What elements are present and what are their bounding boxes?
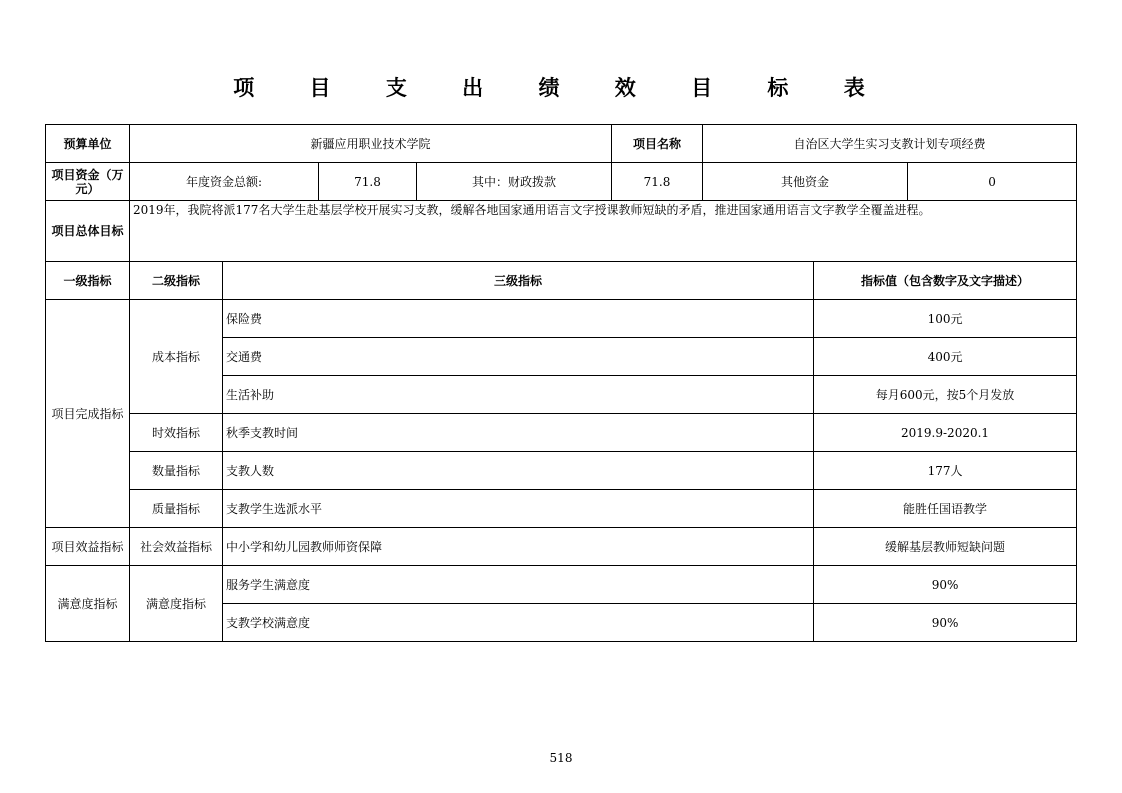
header-level2: 二级指标 (130, 262, 223, 300)
level2-cell: 社会效益指标 (130, 528, 223, 566)
level3-cell: 保险费 (223, 300, 814, 338)
level3-cell: 秋季支教时间 (223, 414, 814, 452)
goal-text: 2019年，我院将派177名大学生赴基层学校开展实习支教，缓解各地国家通用语言文字授课教师短缺的矛盾，推进国家通用语言文字教学全覆盖进程。 (130, 201, 1077, 262)
value-cell: 每月600元，按5个月发放 (814, 376, 1077, 414)
column-header-row (46, 262, 1077, 300)
level2-cell: 时效指标 (130, 414, 223, 452)
header-level1: 一级指标 (46, 262, 130, 300)
goal-label: 项目总体目标 (46, 201, 130, 262)
value-cell: 缓解基层教师短缺问题 (814, 528, 1077, 566)
group-completion: 项目完成指标 (46, 300, 130, 528)
value-cell: 90% (814, 604, 1077, 642)
funds-row (46, 163, 1077, 201)
table-row (46, 490, 1077, 528)
funds-fiscal-label: 其中：财政拨款 (417, 163, 612, 201)
budget-unit-row (46, 125, 1077, 163)
value-cell: 能胜任国语教学 (814, 490, 1077, 528)
level3-cell: 支教学校满意度 (223, 604, 814, 642)
funds-total-value: 71.8 (319, 163, 417, 201)
header-value: 指标值（包含数字及文字描述） (814, 262, 1077, 300)
header-level3: 三级指标 (223, 262, 814, 300)
table-row (46, 566, 1077, 604)
level2-cell: 成本指标 (130, 300, 223, 414)
table-row (46, 414, 1077, 452)
level3-cell: 中小学和幼儿园教师师资保障 (223, 528, 814, 566)
project-name-value: 自治区大学生实习支教计划专项经费 (703, 125, 1077, 163)
group-satisfaction: 满意度指标 (46, 566, 130, 642)
level2-cell: 质量指标 (130, 490, 223, 528)
project-name-label: 项目名称 (612, 125, 703, 163)
value-cell: 100元 (814, 300, 1077, 338)
level3-cell: 支教人数 (223, 452, 814, 490)
page-number: 518 (549, 751, 573, 765)
value-cell: 400元 (814, 338, 1077, 376)
level2-cell: 数量指标 (130, 452, 223, 490)
performance-target-table (45, 124, 1077, 642)
level3-cell: 支教学生选派水平 (223, 490, 814, 528)
funds-label: 项目资金（万元） (46, 163, 130, 201)
level3-cell: 生活补助 (223, 376, 814, 414)
budget-unit-label: 预算单位 (46, 125, 130, 163)
funds-other-label: 其他资金 (703, 163, 908, 201)
value-cell: 2019.9-2020.1 (814, 414, 1077, 452)
value-cell: 177人 (814, 452, 1077, 490)
goal-row (46, 201, 1077, 262)
table-row (46, 300, 1077, 338)
level2-cell: 满意度指标 (130, 566, 223, 642)
funds-other-value: 0 (908, 163, 1077, 201)
budget-unit-value: 新疆应用职业技术学院 (130, 125, 612, 163)
level3-cell: 交通费 (223, 338, 814, 376)
table-row (46, 528, 1077, 566)
funds-total-label: 年度资金总额: (130, 163, 319, 201)
table-row (46, 452, 1077, 490)
level3-cell: 服务学生满意度 (223, 566, 814, 604)
group-benefit: 项目效益指标 (46, 528, 130, 566)
page-title: 项 目 支 出 绩 效 目 标 表 (233, 76, 889, 100)
value-cell: 90% (814, 566, 1077, 604)
funds-fiscal-value: 71.8 (612, 163, 703, 201)
